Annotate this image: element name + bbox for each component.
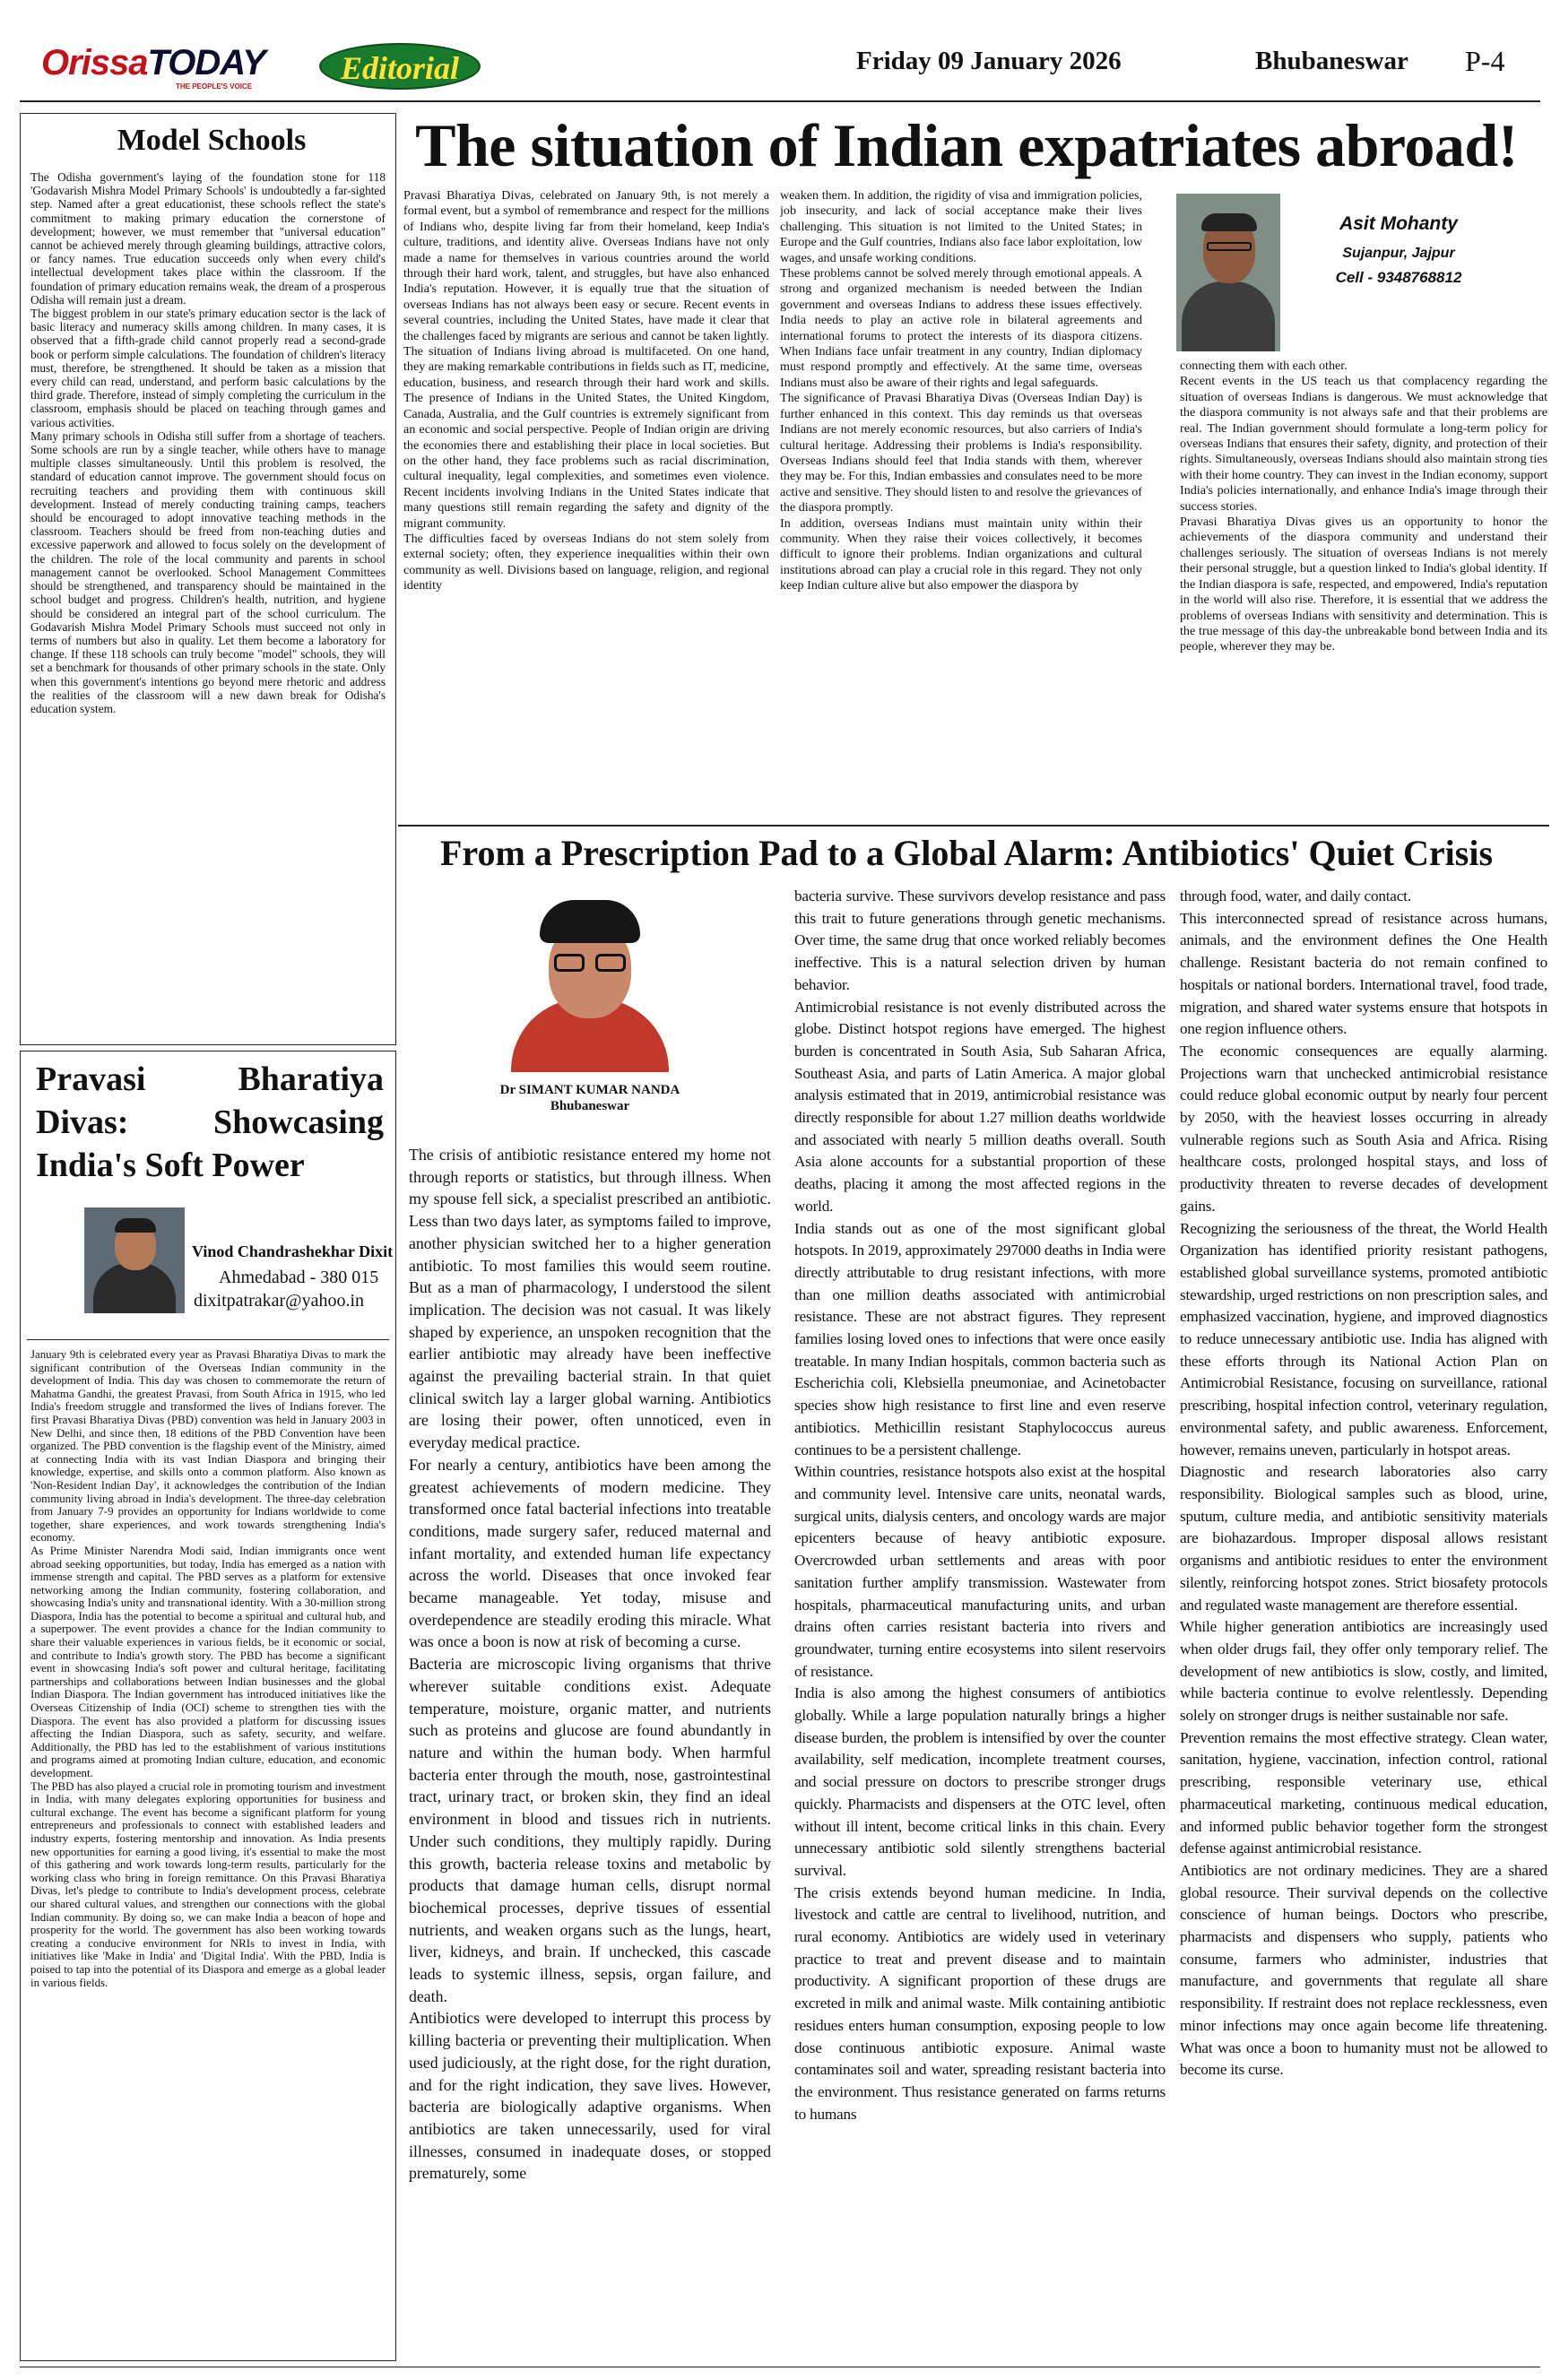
expat-col-3: connecting them with each other. Recent events in the US teach us that complacency regarding the situation of overseas Indians is dangerous. We must acknowledge that the diaspora community is not always safe and that their problems are real. The Indian government should formulate a long-term policy for overseas Indians that ensures their safety, dignity, and protection of their rights. Simultaneously, overseas Indians should also maintain strong ties with their home country. They can invest in the Indian economy, support India's policies internationally, and enhance India's image through their success stories. Pravasi Bharatiya Divas gives us an opportunity to honor the achievements of the diaspora community and understand their challenges seriously. The situation of overseas Indians is not merely their personal struggle, but a question linked to India's global identity. If the Indian diaspora is safe, respected, and empowered, India's reputation in the world will also rise. Therefore, it is essential that we address the problems of overseas Indians with sensitivity and determination. This is the true message of this day-the unbreakable bond between India and its people, wherever they may be. xyxy=(1180,359,1547,654)
expat-author-place: Sujanpur, Jajpur xyxy=(1342,246,1455,261)
antibiotics-author-photo xyxy=(472,891,706,1072)
masthead-divider xyxy=(20,100,1540,102)
expat-author-cell: Cell - 9348768812 xyxy=(1335,269,1462,286)
pbd-author-place: Ahmedabad - 380 015 xyxy=(219,1268,379,1287)
pbd-article-body: January 9th is celebrated every year as Pravasi Bharatiya Divas to mark the significant contribution of the Overseas Indian community in the development of India. This day was chosen to commemorate the return of Mahatma Gandhi, the greatest Pravasi, from South Africa in 1915, who led India's freedom struggle and transformed the lives of Indians forever. The first Pravasi Bharatiya Divas (PBD) convention was held in January 2003 in New Delhi, and since then, 18 editions of the PBD Convention have been organized. The PBD convention is the flagship event of the Ministry, aimed at connecting India with its vast Indian Diaspora and bringing their knowledge, expertise, and skills onto a common platform. Also known as 'Non-Resident Indian Day', it acknowledges the contribution of the Indian community living abroad in India's development. The three-day celebration from January 7-9 provides an opportunity for Indians worldwide to come together, share experiences, and work towards strengthening India's economy. As Prime Minister Narendra Modi said, Indian immigrants once went abroad seeking opportunities, but today, India has emerged as a nation with immense strength and capital. The PBD serves as a platform for extensive networking among the Indian community, fostering collaboration, and showcasing India's unity and transnational identity. With a 30-million strong Diaspora, India has the potential to become a spiritual and cultural hub, and a superpower. The event provides a chance for the Indian community to share their valuable experiences in various fields, be it economic or social, and contribute to India's growth story. The PBD has become a significant event in showcasing India's soft power and cultural heritage, facilitating partnerships and collaborations between Indian businesses and the global Indian Diaspora. The Indian government has introduced initiatives like the Overseas Citizenship of India (OCI) scheme to strengthen ties with the Diaspora. The event has also provided a platform for discussing issues affecting the Indian Diaspora, such as safety, security, and welfare. Additionally, the PBD has led to the establishment of various institutions and programs aimed at promoting Indian culture, education, and economic development. The PBD has also played a crucial role in promoting tourism and investment in India, with many delegates exploring opportunities for business and cultural exchange. The event has become a significant platform for young entrepreneurs and professionals to connect with established leaders and industry experts, fostering mentorship and innovation. As India presents new opportunities for earning a good living, it's essential to make the most of this gathering and work towards long-term results, particularly for the working class who bring in foreign remittance. On this Pravasi Bharatiya Divas, let's pledge to contribute to India's development process, celebrate our shared cultural values, and strengthen our connections with the global Indian community. By doing so, we can make India a beacon of hope and prosperity for the world. The government has also been working towards creating a conducive environment for NRIs to invest in India, with initiatives like 'Make in India' and 'Digital India'. With the PBD, India is poised to tap into the potential of its Diaspora and emerge as a global leader in various fields. xyxy=(30,1348,386,1989)
logo-orissa: Orissa xyxy=(41,43,148,82)
model-schools-body: The Odisha government's laying of the foundation stone for 118 'Godavarish Mishra Model Primary Schools' is undoubtedly a far-sighted step. Named after a great educationist, these schools reflect the state's commitment to making primary education the cornerstone of development; however, we must remember that "universal education" cannot be achieved merely through gleaming buildings, attractive colors, or fancy names. True education succeeds only when every child's intellectual development takes place within the classroom. If the foundation of primary education remains weak, the dream of a prosperous Odisha will remain just a dream. The biggest problem in our state's primary education sector is the lack of basic literacy and numeracy skills among children. In many cases, it is observed that a fifth-grade child cannot properly read a second-grade book or perform simple calculations. The foundation of children's literacy must, therefore, be strengthened. It should be taken as a mission that every child can read, understand, and perform basic calculations by the third grade. Therefore, instead of simply completing the curriculum in the classroom, emphasis should be placed on teaching through games and various activities. Many primary schools in Odisha still suffer from a shortage of teachers. Some schools are run by a single teacher, while others have to manage multiple classes simultaneously. Until this problem is resolved, the standard of education cannot improve. The government should focus on recruiting teachers and providing them with continuous skill development. Instead of merely conducting training camps, teachers should be encouraged to adopt innovative teaching methods in the classroom. Teachers should be freed from non-teaching duties and excessive paperwork and allowed to focus solely on the development of the children. The role of the local community and parents in school management cannot be overlooked. School Management Committees should be strengthened, and transparency should be maintained in the school budget and progress. Children's health, nutrition, and hygiene should be considered an integral part of the school curriculum. The Godavarish Mishra Model Primary Schools must succeed not only in terms of numbers but also in quality. Let them become a laboratory for change. If these 118 schools can truly become "model" schools, they will set a benchmark for thousands of other primary schools in the state. Only when this government's intentions go beyond mere rhetoric and address the realities of the classroom will a new dawn break for Odisha's education system. xyxy=(30,170,386,715)
antibiotics-col-1: The crisis of antibiotic resistance entered my home not through reports or statistics, but through illness. When my spouse fell sick, a specialist prescribed an antibiotic. Less than two days later, as symptoms failed to improve, another physician switched her to a higher generation antibiotic. To most families this would seem routine. But as a man of pharmacology, I understood the silent implication. The decision was not casual. It was likely shaped by experience, an unspoken recognition that the earlier antibiotic may already have been ineffective against the prevailing bacterial strain. In that quiet clinical switch lay a larger global warning. Antibiotics are losing their power, often unnoticed, even in everyday medical practice. For nearly a century, antibiotics have been among the greatest achievements of modern medicine. They transformed once fatal bacterial infections into treatable conditions, made surgery safer, reduced maternal and infant mortality, and extended human life expectancy across the world. Diseases that once invoked fear became manageable. Yet today, misuse and overdependence are steadily eroding this miracle. What was once a boon is now at risk of becoming a curse. Bacteria are microscopic living organisms that thrive wherever suitable conditions exist. Adequate temperature, moisture, organic matter, and nutrients such as proteins and glucose are found abundantly in nature and within the human body. When harmful bacteria enter through the mouth, nose, gastrointestinal tract, urinary tract, or broken skin, they find an ideal environment in blood and tissues rich in nutrients. Under such conditions, they multiply rapidly. During this growth, bacteria release toxins and metabolic by products that damage human cells, disrupt normal biochemical processes, deprive tissues of essential nutrients, and weaken organs such as the lungs, heart, liver, kidneys, and brain. If unchecked, this cascade leads to systemic illness, sepsis, organ failure, and death. Antibiotics were developed to interrupt this process by killing bacteria or preventing their multiplication. When used judiciously, at the right dose, for the right duration, and for the right indication, they save lives. However, bacteria are biologically adaptive organisms. When antibiotics are taken unnecessarily, used for viral illnesses, consumed in inadequate doses, or stopped prematurely, some xyxy=(409,1146,771,2183)
logo-tagline: THE PEOPLE'S VOICE xyxy=(176,82,253,91)
expat-author-name: Asit Mohanty xyxy=(1339,213,1458,234)
expat-col-2: weaken them. In addition, the rigidity of visa and immigration policies, job insecurity, and lack of social acceptance make their lives challenging. This situation is not limited to the United States; in Europe and the Gulf countries, Indians also face labor exploitation, low wages, and unsafe working conditions. These problems cannot be solved merely through emotional appeals. A strong and organized mechanism is needed between the Indian government and overseas Indians to address these issues effectively. India needs to play an active role in bilateral agreements and international forums to protect the interests of its diaspora citizens. When Indians face unfair treatment in any country, Indian diplomacy must respond promptly and effectively. At the same time, overseas Indians must also be aware of their rights and legal safeguards. The significance of Pravasi Bharatiya Divas (Overseas Indian Day) is further enhanced in this context. This day reminds us that overseas Indians are not merely economic resources, but also carriers of India's cultural heritage. Addressing their problems is India's responsibility. Overseas Indians should feel that India stands with them, wherever they may be. For this, Indian embassies and consulates need to be more active and sensitive. They should listen to and resolve the grievances of the diaspora promptly. In addition, overseas Indians must maintain unity within their community. When they raise their voices collectively, it becomes difficult to ignore their problems. Indian organizations and cultural institutions abroad can play a crucial role in this regard. They not only keep Indian culture alive but also empower the diaspora by xyxy=(780,188,1142,593)
antibiotics-author-name: Dr SIMANT KUMAR NANDA xyxy=(499,1083,680,1097)
pbd-divider xyxy=(27,1339,389,1340)
antibiotics-col-2: bacteria survive. These survivors develop resistance and pass this trait to future generations through genetic mechanisms. Over time, the same drug that once worked reliably becomes ineffective. This is a natural selection driven by human behavior. Antimicrobial resistance is not evenly distributed across the globe. Distinct hotspot regions have emerged. The highest burden is concentrated in South Asia, Sub Saharan Africa, Southeast Asia, and parts of Latin America. A major global analysis estimated that in 2019, antimicrobial resistance was directly responsible for about 1.27 million deaths worldwide and associated with nearly 5 million deaths overall. South Asia alone accounts for a substantial proportion of these deaths, placing it among the most affected regions in the world. India stands out as one of the most significant global hotspots. In 2019, approximately 297000 deaths in India were directly attributable to drug resistant infections, with more than one million deaths associated with antimicrobial resistance. These are not abstract figures. They represent families losing loved ones to infections that were once easily treatable. In many Indian hospitals, common bacteria such as Escherichia coli, Klebsiella pneumoniae, and Acinetobacter species show high resistance to first line and even reserve antibiotics. Methicillin resistant Staphylococcus aureus continues to be a persistent challenge. Within countries, resistance hotspots also exist at the hospital and community level. Intensive care units, neonatal wards, surgical units, dialysis centers, and oncology wards are major epicenters because of heavy antibiotic exposure. Overcrowded urban settlements and areas with poor sanitation further amplify transmission. Wastewater from hospitals, pharmaceutical manufacturing units, and urban drains often carries resistant bacteria into rivers and groundwater, turning entire ecosystems into silent reservoirs of resistance. India is also among the highest consumers of antibiotics globally. While a large population naturally brings a higher disease burden, the problem is intensified by over the counter availability, self medication, incomplete treatment courses, and social pressure on doctors to prescribe stronger drugs quickly. Pharmacists and dispensers at the OTC level, often without ill intent, become critical links in this chain. Every unnecessary antibiotic sold silently strengthens bacterial survival. The crisis extends beyond human medicine. In India, livestock and cattle are central to livelihood, nutrition, and rural economy. Antibiotics are widely used in veterinary practice to treat and prevent disease and to maintain productivity. A significant proportion of these drugs are excreted in milk and animal waste. Milk containing antibiotic residues enters human consumption, exposing people to low dose continuous antibiotic exposure. Animal waste contaminates soil and water, spreading resistant bacteria into the environment. Thus resistance generated on farms returns to humans xyxy=(794,887,1166,2123)
antibiotics-author-place: Bhubaneswar xyxy=(550,1099,630,1113)
orissa-today-logo[interactable] xyxy=(41,43,265,91)
logo-today: TODAY xyxy=(147,43,265,82)
pbd-article-title: Pravasi Bharatiya Divas: Showcasing India's Soft Power xyxy=(36,1060,384,1184)
city-label: Bhubaneswar xyxy=(1255,47,1408,75)
expat-author-photo xyxy=(1176,194,1280,351)
expat-col-1: Pravasi Bharatiya Divas, celebrated on January 9th, is not merely a formal event, but a symbol of remembrance and respect for the millions of Indians who, despite living far from their homeland, keep India's culture, traditions, and identity alive. Overseas Indians have not only made a name for themselves in various countries around the world through their hard work, talent, and struggles, but have also enhanced India's reputation. However, it is equally true that the situation of overseas Indians has not always been easy or secure. Recent events in several countries, including the United States, have made it clear that the challenges faced by migrants are serious and cannot be taken lightly. The situation of Indians living abroad is multifaceted. On one hand, they are making remarkable contributions in fields such as IT, medicine, education, business, and research through their hard work and skills. The presence of Indians in the United States, the United Kingdom, Canada, Australia, and the Gulf countries is extremely significant from an economic and social perspective. People of Indian origin are driving the economies there and establishing their place in local societies. But on the other hand, they face problems such as racial discrimination, cultural inequality, legal complexities, and sometimes even violence. Recent incidents involving Indians in the United States indicate that many questions still remain regarding the safety and dignity of the migrant community. The difficulties faced by overseas Indians do not stem solely from external society; often, they experience inequalities within their own community as well. Divisions based on language, religion, and regional identity xyxy=(403,188,769,593)
section-badge-editorial: Editorial xyxy=(319,43,481,90)
pbd-author-photo xyxy=(84,1207,185,1313)
pbd-author-name: Vinod Chandrashekhar Dixit xyxy=(192,1242,394,1260)
pbd-author-email[interactable]: dixitpatrakar@yahoo.in xyxy=(194,1291,365,1311)
page-number: P-4 xyxy=(1465,45,1505,77)
antibiotics-top-rule xyxy=(398,825,1549,827)
antibiotics-col-3: through food, water, and daily contact. This interconnected spread of resistance across humans, animals, and the environment defines the One Health challenge. Resistant bacteria do not remain confined to hospitals or national borders. International travel, food trade, migration, and shared water systems ensure that hotspots in one region influence others. The economic consequences are equally alarming. Projections warn that unchecked antimicrobial resistance could reduce global economic output by nearly four percent by 2050, with the heaviest losses occurring in already vulnerable regions such as South Asia and Africa. Rising healthcare costs, prolonged hospital stays, and loss of productivity threaten to reverse decades of development gains. Recognizing the seriousness of the threat, the World Health Organization has identified priority resistant pathogens, established global surveillance systems, promoted antibiotic stewardship, urged restrictions on non prescription sales, and emphasized vaccination, hygiene, and improved diagnostics to reduce unnecessary antibiotic use. India has aligned with these efforts through its National Action Plan on Antimicrobial Resistance, focusing on surveillance, rational prescribing, hospital infection control, veterinary regulation, environmental safety, and public awareness. Enforcement, however, remains uneven, particularly in hotspot areas. Diagnostic and research laboratories also carry responsibility. Biological samples such as blood, urine, sputum, culture media, and antibiotic sensitivity materials are biohazardous. Improper disposal allows resistant organisms and antibiotic residues to enter the environment silently, reinforcing hotspot zones. Strict biosafety protocols and regulated waste management are therefore essential. While higher generation antibiotics are increasingly used when older drugs fail, they offer only temporary relief. The development of new antibiotics is slow, costly, and limited, while bacteria continue to evolve relentlessly. Depending solely on stronger drugs is neither sustainable nor safe. Prevention remains the most effective strategy. Clean water, sanitation, hygiene, vaccination, infection control, rational prescribing, responsible veterinary use, ethical pharmaceutical marketing, continuous medical education, and informed public behavior together form the strongest defense against antimicrobial resistance. Antibiotics are not ordinary medicines. They are a shared global resource. Their survival depends on the collective conscience of human beings. Doctors who prescribe, pharmacists and dispensers who supply, patients who consume, farmers who administer, industries that manufacture, and governments that regulate all share responsibility. If restraint does not replace recklessness, even minor infections may once again become life threatening. What was once a boon to humanity must not be allowed to become its curse. xyxy=(1180,887,1547,2079)
model-schools-title: Model Schools xyxy=(117,124,307,157)
issue-date: Friday 09 January 2026 xyxy=(856,47,1122,75)
antibiotics-article-title: From a Prescription Pad to a Global Alarm: Antibiotics' Quiet Crisis xyxy=(439,833,1494,873)
expat-article-title: The situation of Indian expatriates abroad! xyxy=(415,111,1518,179)
